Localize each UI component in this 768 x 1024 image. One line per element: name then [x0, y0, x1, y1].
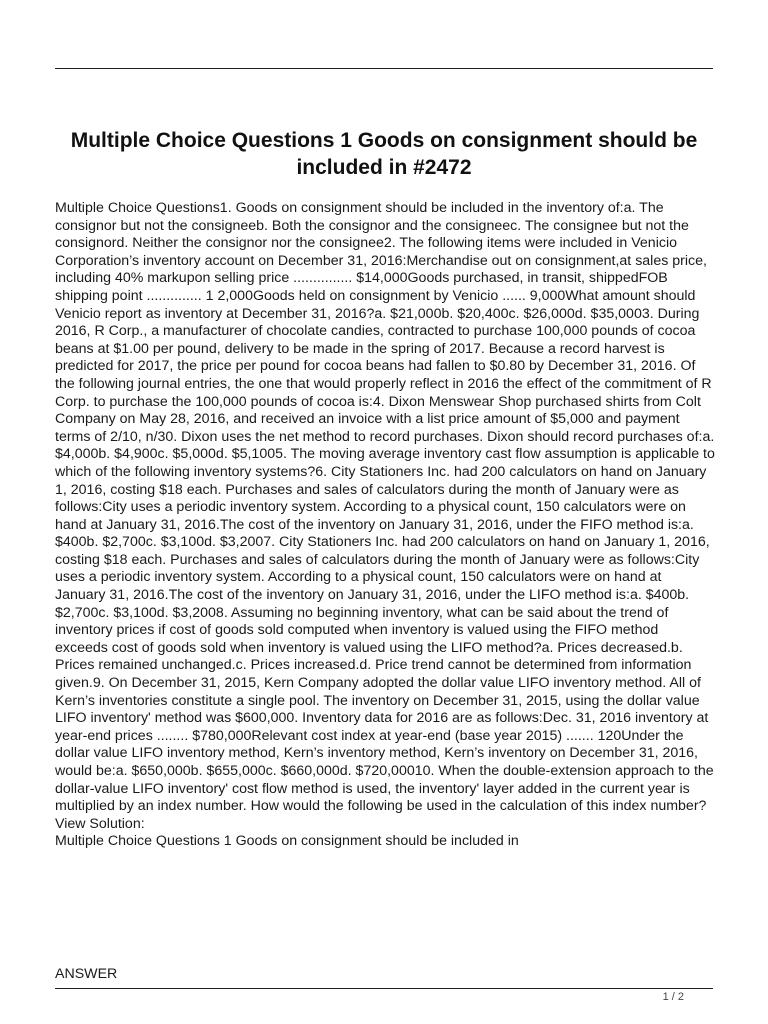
page-number: 1 / 2 [662, 991, 684, 1003]
body-paragraph: Multiple Choice Questions1. Goods on consignment should be included in the inventory of:a. The consignor but not the consigneeb. Both the consignor and the consigneec. The consignee but not the consignord. Neither the consignor nor the consignee2. The following items were included in Venicio Corporation’s inventory account on December 31, 2016:Merchandise out on consignment,at sales price, including 40% markupon selling price ............... $14,000Goods purchased, in transit, shippedFOB shipping point .............. 1 2,000Goods held on consignment by Venicio ...... 9,000What amount should Venicio report as inventory at December 31, 2016?a. $21,000b. $20,400c. $26,000d. $35,0003. During 2016, R Corp., a manufacturer of chocolate candies, contracted to purchase 100,000 pounds of cocoa beans at $1.00 per pound, delivery to be made in the spring of 2017. Because a record harvest is predicted for 2017, the price per pound for cocoa beans had fallen to $0.80 by December 31, 2016. Of the following journal entries, the one that would properly reflect in 2016 the effect of the commitment of R Corp. to purchase the 100,000 pounds of cocoa is:4. Dixon Menswear Shop purchased shirts from Colt Company on May 28, 2016, and received an invoice with a list price amount of $5,000 and payment terms of 2/10, n/30. Dixon uses the net method to record purchases. Dixon should record purchases of:a. $4,000b. $4,900c. $5,000d. $5,1005. The moving average inventory cast flow assumption is applicable to which of the following inventory systems?6. City Stationers Inc. had 200 calculators on hand on January 1, 2016, costing $18 each. Purchases and sales of calculators during the month of January were as follows:City uses a periodic inventory system. According to a physical count, 150 calculators were on hand at January 31, 2016.The cost of the inventory on January 31, 2016, under the FIFO method is:a. $400b. $2,700c. $3,100d. $3,2007. City Stationers Inc. had 200 calculators on hand on January 1, 2016, costing $18 each. Purchases and sales of calculators during the month of January were as follows:City uses a periodic inventory system. According to a physical count, 150 calculators were on hand at January 31, 2016.The cost of the inventory on January 31, 2016, under the LIFO method is:a. $400b. $2,700c. $3,100d. $3,2008. Assuming no beginning inventory, what can be said about the trend of inventory prices if cost of goods sold computed when inventory is valued using the FIFO method exceeds cost of goods sold when inventory is valued using the LIFO method?a. Prices decreased.b. Prices remained unchanged.c. Prices increased.d. Price trend cannot be determined from information given.9. On December 31, 2015, Kern Company adopted the dollar value LIFO inventory method. All of Kern’s inventories constitute a single pool. The inventory on December 31, 2015, using the dollar value LIFO inventory' method was $600,000. Inventory data for 2016 are as follows:Dec. 31, 2016 inventory at year-end prices ........ $780,000Relevant cost index at year-end (base year 2015) ....... 120Under the dollar value LIFO inventory method, Kern’s inventory method, Kern’s inventory on December 31, 2016, would be:a. $650,000b. $655,000c. $660,000d. $720,00010. When the double-extension approach to the dollar-value LIFO inventory' cost flow method is used, the inventory' layer added in the current year is multiplied by an index number. How would the following be used in the calculation of this index number? [55, 200, 715, 815]
bottom-divider [55, 988, 713, 989]
answer-label: ANSWER [55, 966, 118, 982]
top-divider [55, 68, 713, 69]
document-title: Multiple Choice Questions 1 Goods on consignment should be included in #2472 [70, 129, 698, 179]
document-body [55, 200, 715, 851]
view-solution-label: View Solution: [55, 815, 145, 832]
view-solution-text: Multiple Choice Questions 1 Goods on consignment should be included in [55, 833, 519, 850]
